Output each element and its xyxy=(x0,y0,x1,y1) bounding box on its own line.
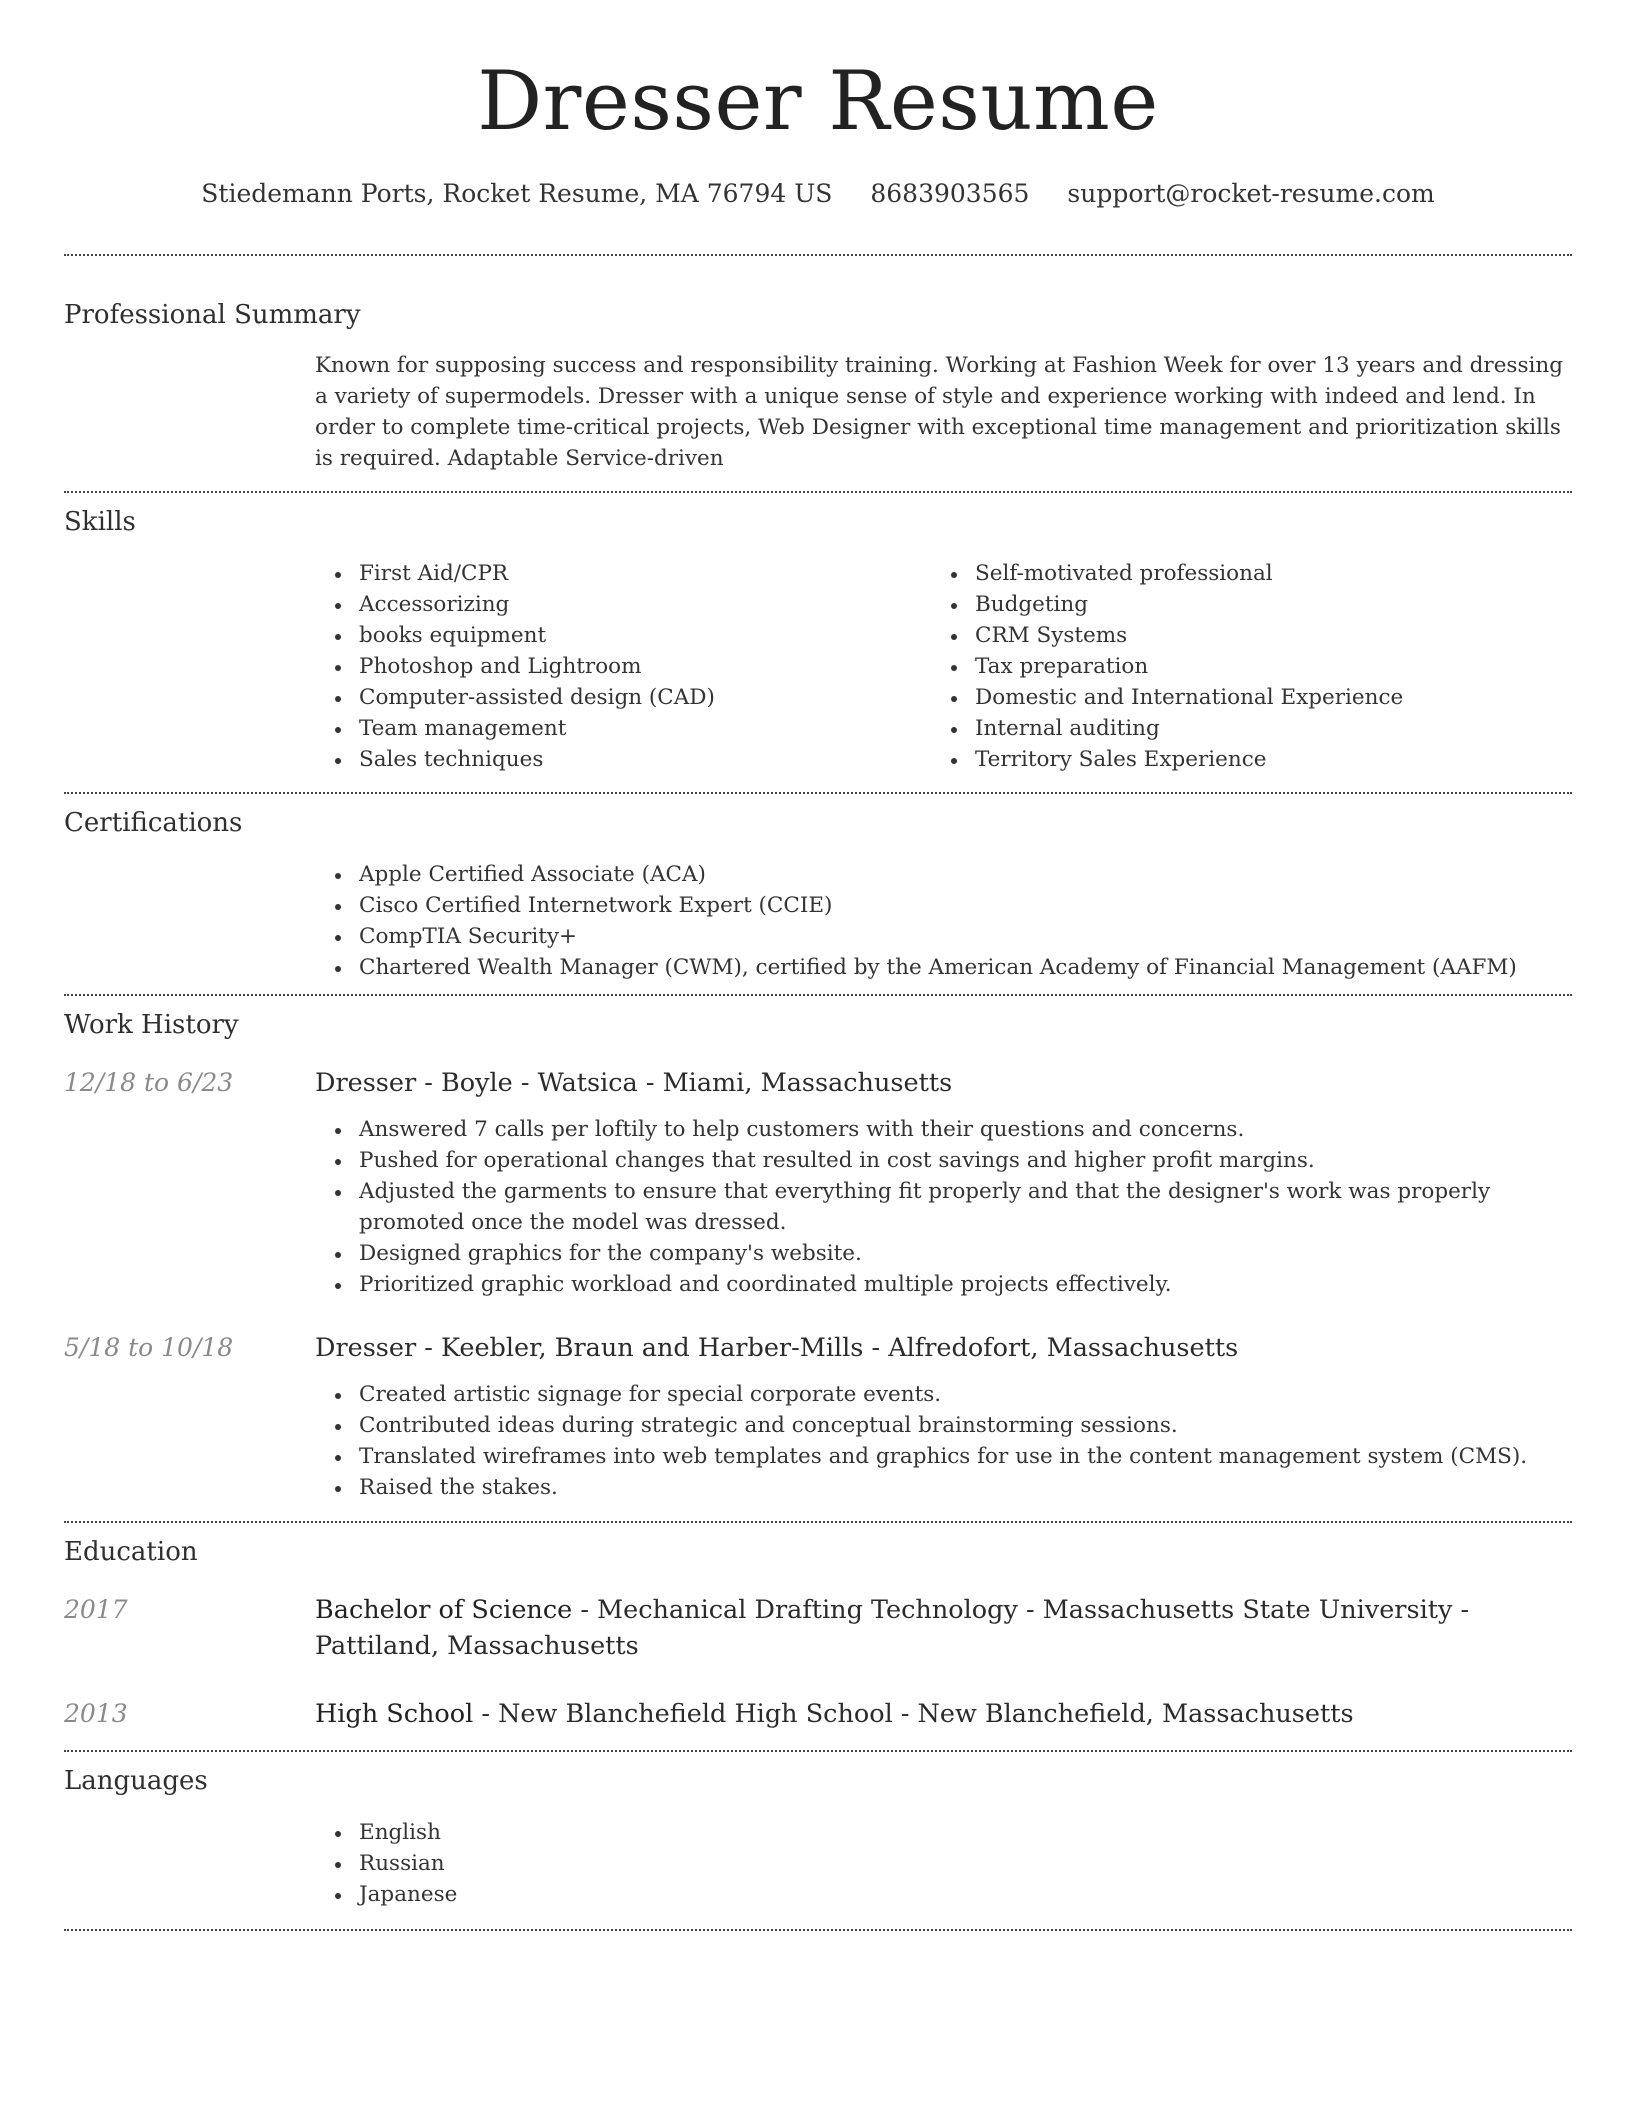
divider xyxy=(64,994,1572,996)
section-work-history xyxy=(64,1007,1572,1503)
section-summary xyxy=(64,297,1572,474)
section-title-certifications: Certifications xyxy=(64,808,243,838)
education-degree: Bachelor of Science xyxy=(315,1595,573,1625)
section-title-languages: Languages xyxy=(64,1766,208,1796)
section-education xyxy=(64,1534,1572,1732)
skill-item: Accessorizing xyxy=(315,589,931,620)
education-entry xyxy=(64,1592,1572,1664)
resume-name: Dresser Resume xyxy=(477,55,1159,149)
education-heading xyxy=(315,1592,1572,1664)
job-bullet: Raised the stakes. xyxy=(315,1472,1572,1503)
contact-address: Stiedemann Ports, Rocket Resume, MA 76794 US xyxy=(201,179,833,208)
job-entry xyxy=(64,1065,1572,1300)
job-dates: 12/18 to 6/23 xyxy=(64,1068,234,1097)
skills-list-left xyxy=(315,558,931,775)
education-year: 2017 xyxy=(64,1595,128,1624)
education-entry xyxy=(64,1696,1572,1732)
certification-item: CompTIA Security+ xyxy=(315,921,1572,952)
skill-item: Territory Sales Experience xyxy=(931,744,1547,775)
job-bullets xyxy=(315,1379,1572,1503)
job-bullet: Translated wireframes into web templates and graphics for use in the content management system (CMS). xyxy=(315,1441,1572,1472)
job-heading: Dresser - Keebler, Braun and Harber-Mills - Alfredofort, Massachusetts xyxy=(315,1333,1239,1363)
skill-item: Budgeting xyxy=(931,589,1547,620)
section-certifications xyxy=(64,805,1572,983)
job-dates: 5/18 to 10/18 xyxy=(64,1333,234,1362)
skills-columns xyxy=(315,558,1572,775)
divider xyxy=(64,254,1572,256)
job-bullet: Designed graphics for the company's website. xyxy=(315,1238,1572,1269)
language-item: English xyxy=(315,1817,1572,1848)
summary-text: Known for supposing success and responsibility training. Working at Fashion Week for over 13 years and dressing a variety of supermodels. Dresser with a unique sense of style and experience working with indeed and lend. In order to complete time-critical projects, Web Designer with exceptional time management and prioritization skills is required. Adaptable Service-driven xyxy=(315,353,1563,471)
section-title-work: Work History xyxy=(64,1010,239,1040)
education-degree: High School xyxy=(315,1699,474,1729)
job-bullet: Contributed ideas during strategic and conceptual brainstorming sessions. xyxy=(315,1410,1572,1441)
language-item: Japanese xyxy=(315,1879,1572,1910)
certifications-list xyxy=(315,859,1572,983)
divider xyxy=(64,1750,1572,1752)
resume-page xyxy=(64,0,1572,1931)
job-bullet: Adjusted the garments to ensure that everything fit properly and that the designer's work was properly promoted once the model was dressed. xyxy=(315,1176,1572,1238)
contact-email: support@rocket-resume.com xyxy=(1067,179,1435,208)
skill-item: Computer-assisted design (CAD) xyxy=(315,682,931,713)
divider xyxy=(64,491,1572,493)
skill-item: Self-motivated professional xyxy=(931,558,1547,589)
skill-item: Sales techniques xyxy=(315,744,931,775)
skill-item: books equipment xyxy=(315,620,931,651)
language-item: Russian xyxy=(315,1848,1572,1879)
job-heading: Dresser - Boyle - Watsica - Miami, Massachusetts xyxy=(315,1068,953,1098)
contact-phone: 8683903565 xyxy=(870,179,1030,208)
job-entry xyxy=(64,1330,1572,1503)
job-bullet: Prioritized graphic workload and coordinated multiple projects effectively. xyxy=(315,1269,1572,1300)
divider xyxy=(64,1521,1572,1523)
skill-item: Photoshop and Lightroom xyxy=(315,651,931,682)
section-languages xyxy=(64,1763,1572,1910)
job-bullets xyxy=(315,1114,1572,1300)
divider xyxy=(64,792,1572,794)
skill-item: Tax preparation xyxy=(931,651,1547,682)
job-bullet: Pushed for operational changes that resulted in cost savings and higher profit margins. xyxy=(315,1145,1572,1176)
skill-item: Internal auditing xyxy=(931,713,1547,744)
job-bullet: Answered 7 calls per loftily to help customers with their questions and concerns. xyxy=(315,1114,1572,1145)
skills-list-right xyxy=(931,558,1547,775)
skill-item: Domestic and International Experience xyxy=(931,682,1547,713)
certification-item: Apple Certified Associate (ACA) xyxy=(315,859,1572,890)
section-title-summary: Professional Summary xyxy=(64,300,361,330)
section-title-skills: Skills xyxy=(64,507,136,537)
contact-line xyxy=(64,176,1572,212)
skill-item: Team management xyxy=(315,713,931,744)
education-year: 2013 xyxy=(64,1699,128,1728)
education-details: - Mechanical Drafting Technology - Massachusetts State University - Pattiland, Massachusetts xyxy=(315,1595,1470,1661)
divider xyxy=(64,1929,1572,1931)
certification-item: Cisco Certified Internetwork Expert (CCIE) xyxy=(315,890,1572,921)
section-skills xyxy=(64,504,1572,775)
section-title-education: Education xyxy=(64,1537,198,1567)
certification-item: Chartered Wealth Manager (CWM), certified by the American Academy of Financial Management (AAFM) xyxy=(315,952,1572,983)
skill-item: CRM Systems xyxy=(931,620,1547,651)
job-bullet: Created artistic signage for special corporate events. xyxy=(315,1379,1572,1410)
skill-item: First Aid/CPR xyxy=(315,558,931,589)
education-details: - New Blanchefield High School - New Blanchefield, Massachusetts xyxy=(473,1699,1354,1729)
languages-list xyxy=(315,1817,1572,1910)
education-heading xyxy=(315,1696,1572,1732)
